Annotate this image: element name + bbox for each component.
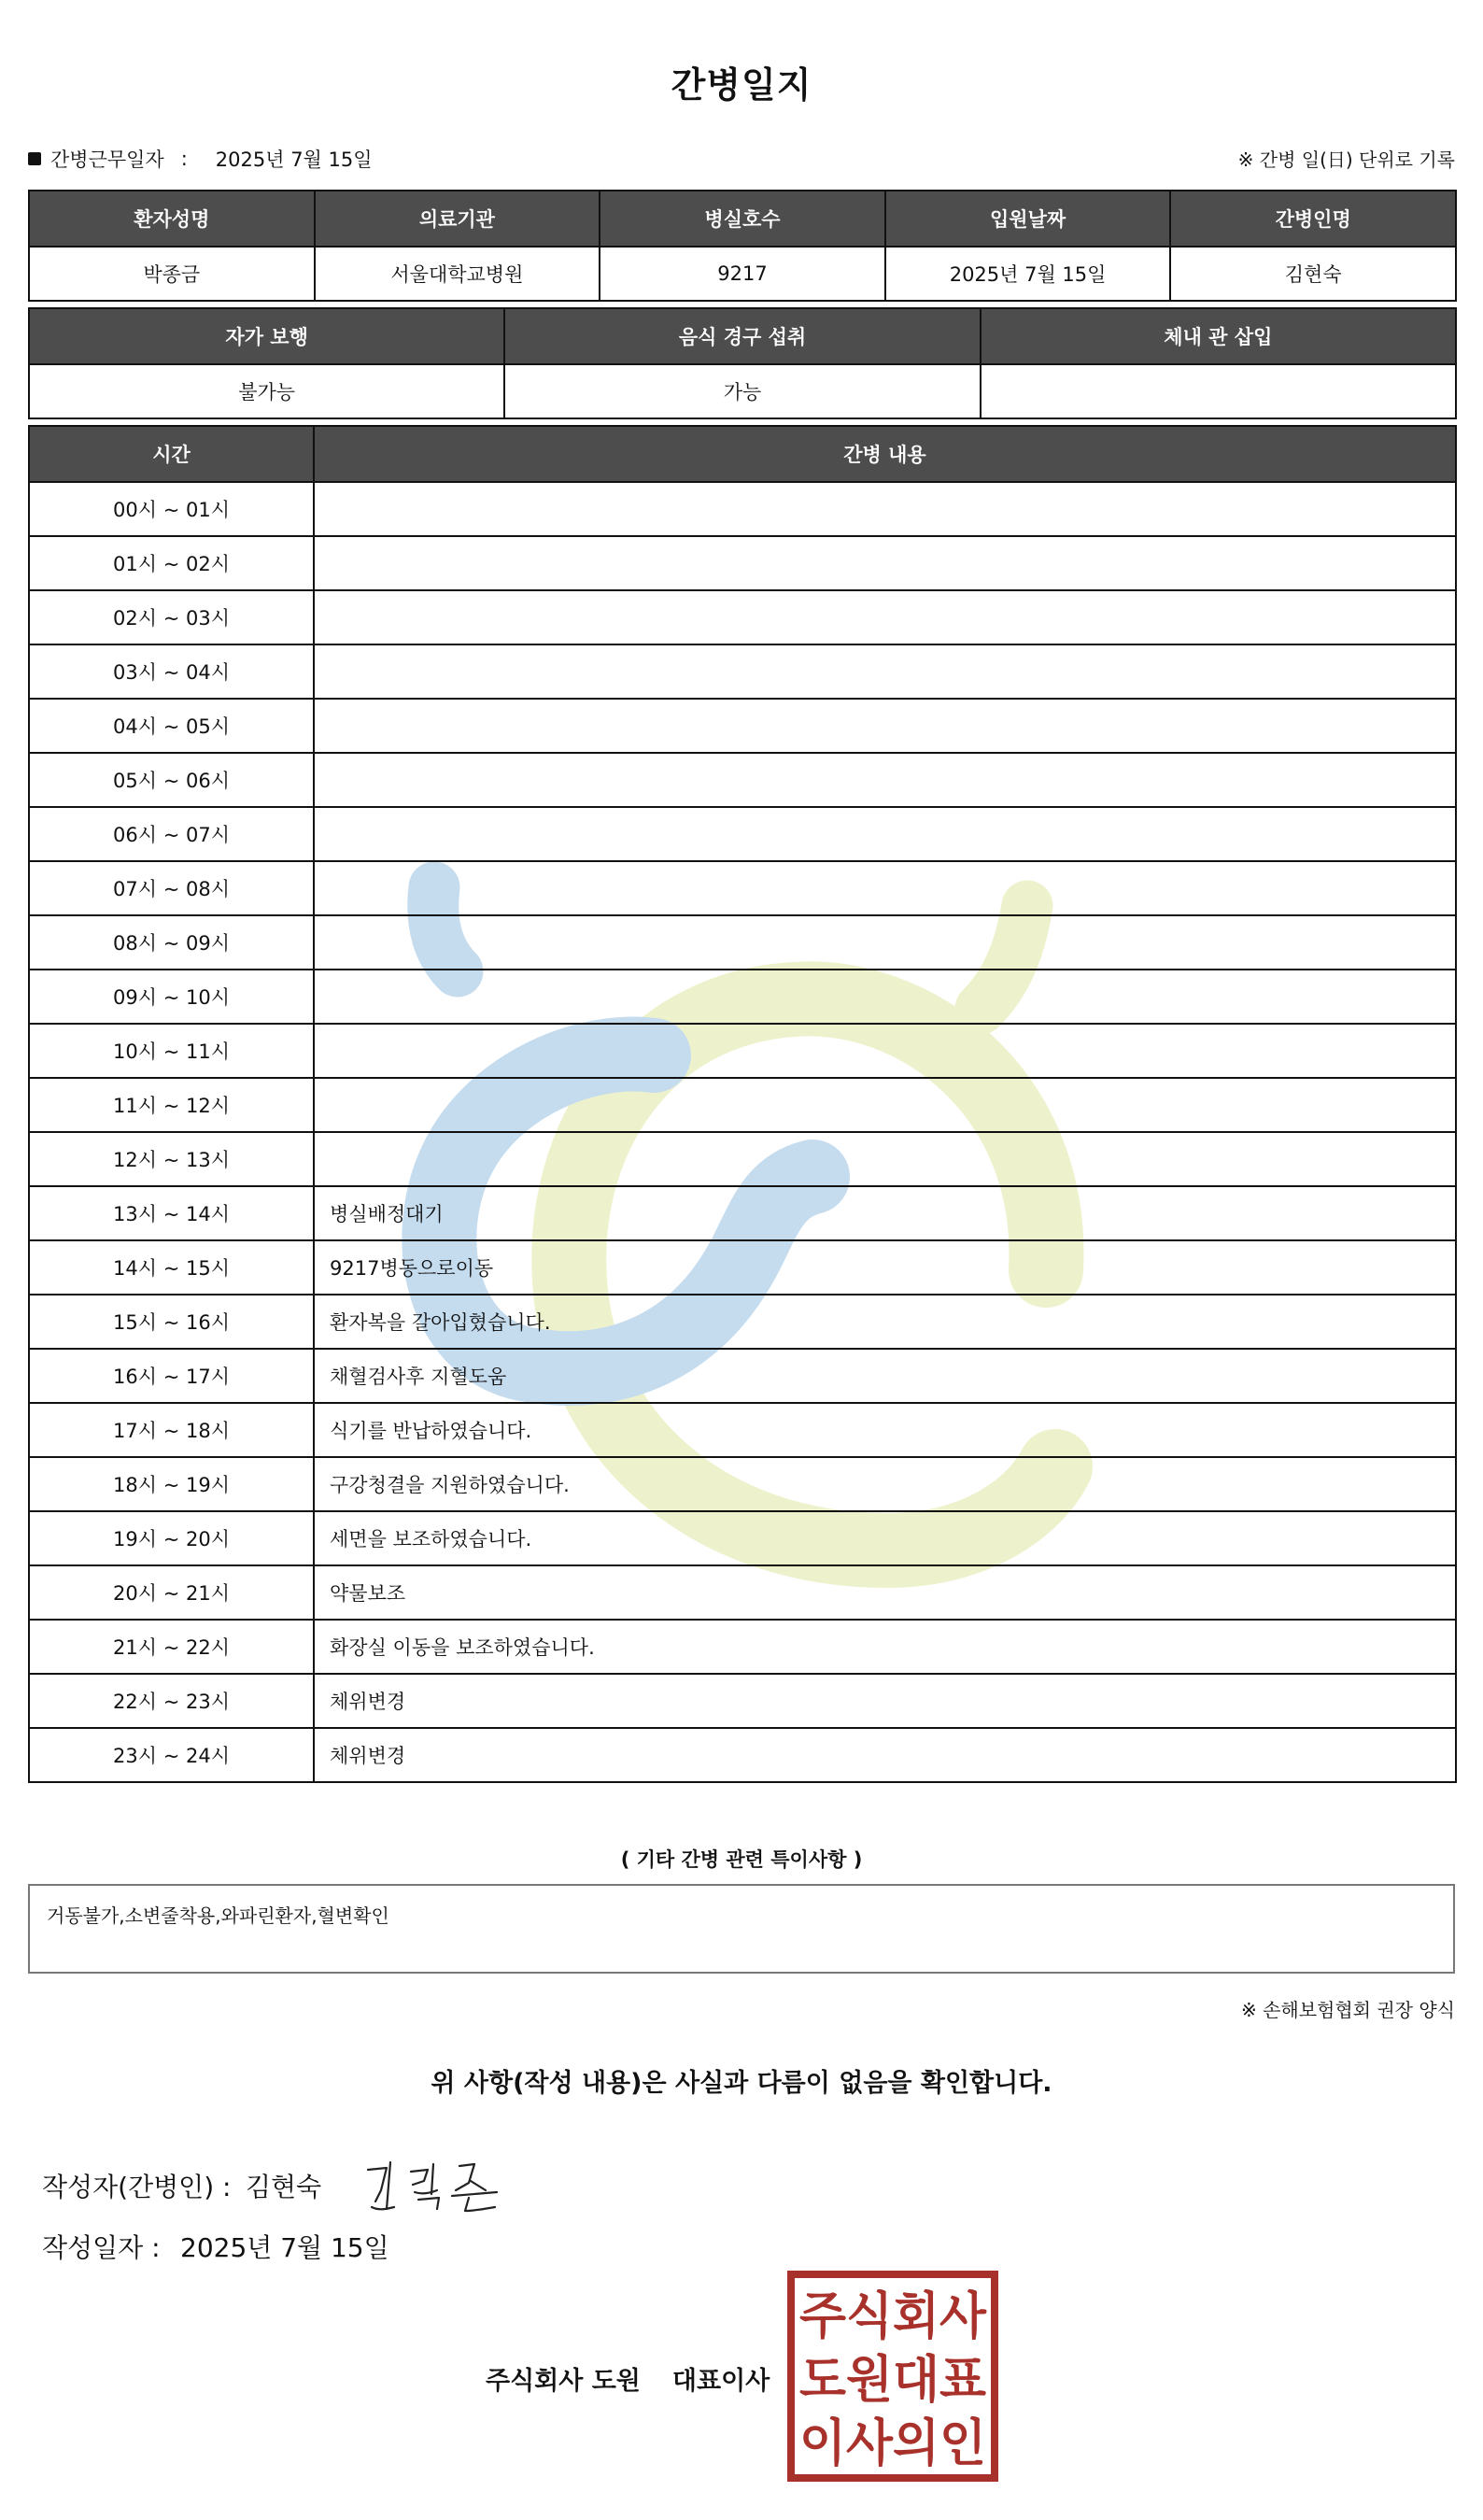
content-cell: 체위변경 — [314, 1728, 1456, 1782]
notes-title: ( 기타 간병 관련 특이사항 ) — [620, 1848, 863, 1871]
patient-name: 박종금 — [29, 247, 315, 301]
time-cell: 17시 ~ 18시 — [29, 1403, 314, 1457]
content-cell — [314, 1132, 1456, 1186]
time-cell: 07시 ~ 08시 — [29, 861, 314, 915]
written-date-row — [42, 2228, 389, 2265]
content-cell: 체위변경 — [314, 1674, 1456, 1728]
record-note: ※ 간병 일(日) 단위로 기록 — [1237, 149, 1455, 171]
work-date-label: 간병근무일자 — [50, 149, 164, 171]
time-cell: 02시 ~ 03시 — [29, 590, 314, 644]
table-row — [29, 699, 1456, 753]
content-cell — [314, 536, 1456, 590]
table-row — [29, 1511, 1456, 1565]
table-row — [29, 753, 1456, 807]
patient-status-value-row — [29, 364, 1456, 418]
time-cell: 12시 ~ 13시 — [29, 1132, 314, 1186]
patient-info-table — [28, 190, 1457, 302]
written-date-label: 작성일자 : — [42, 2232, 161, 2263]
time-cell: 01시 ~ 02시 — [29, 536, 314, 590]
patient-info-value-row — [29, 247, 1456, 301]
content-cell: 9217병동으로이동 — [314, 1240, 1456, 1295]
self-walking-value: 불가능 — [29, 364, 504, 418]
table-row — [29, 1186, 1456, 1240]
table-row — [29, 1024, 1456, 1078]
work-date-value: 2025년 7월 15일 — [215, 149, 373, 171]
content-cell — [314, 590, 1456, 644]
time-cell: 15시 ~ 16시 — [29, 1295, 314, 1349]
table-row — [29, 1674, 1456, 1728]
content-cell — [314, 970, 1456, 1024]
content-cell: 채혈검사후 지혈도움 — [314, 1349, 1456, 1403]
content-cell — [314, 861, 1456, 915]
table-row — [29, 644, 1456, 699]
time-cell: 22시 ~ 23시 — [29, 1674, 314, 1728]
time-cell: 20시 ~ 21시 — [29, 1565, 314, 1620]
time-cell: 06시 ~ 07시 — [29, 807, 314, 861]
room-number: 9217 — [600, 247, 885, 301]
time-cell: 19시 ~ 20시 — [29, 1511, 314, 1565]
table-row — [29, 1240, 1456, 1295]
page-title: 간병일지 — [671, 64, 812, 106]
time-cell: 03시 ~ 04시 — [29, 644, 314, 699]
time-cell: 23시 ~ 24시 — [29, 1728, 314, 1782]
content-cell: 세면을 보조하였습니다. — [314, 1511, 1456, 1565]
time-cell: 18시 ~ 19시 — [29, 1457, 314, 1511]
table-row — [29, 970, 1456, 1024]
content-cell — [314, 699, 1456, 753]
table-row — [29, 1620, 1456, 1674]
content-cell — [314, 753, 1456, 807]
work-date-separator: : — [180, 148, 188, 170]
header-self-walking: 자가 보행 — [29, 308, 504, 364]
handwritten-signature — [359, 2153, 517, 2218]
confirmation-statement: 위 사항(작성 내용)은 사실과 다름이 없음을 확인합니다. — [431, 2069, 1052, 2098]
time-cell: 04시 ~ 05시 — [29, 699, 314, 753]
table-row — [29, 915, 1456, 970]
table-row — [29, 1565, 1456, 1620]
header-tube-insertion: 체내 관 삽입 — [981, 308, 1456, 364]
representative-title: 대표이사 — [671, 2367, 770, 2396]
table-row — [29, 1078, 1456, 1132]
time-cell: 21시 ~ 22시 — [29, 1620, 314, 1674]
company-name: 주식회사 도원 — [486, 2367, 641, 2396]
time-cell: 05시 ~ 06시 — [29, 753, 314, 807]
content-cell: 화장실 이동을 보조하였습니다. — [314, 1620, 1456, 1674]
table-row — [29, 1349, 1456, 1403]
time-cell: 11시 ~ 12시 — [29, 1078, 314, 1132]
caregiver-name: 김현숙 — [1170, 247, 1456, 301]
content-cell — [314, 915, 1456, 970]
content-cell — [314, 1024, 1456, 1078]
header-oral-intake: 음식 경구 섭취 — [504, 308, 980, 364]
content-cell: 약물보조 — [314, 1565, 1456, 1620]
table-row — [29, 861, 1456, 915]
time-cell: 08시 ~ 09시 — [29, 915, 314, 970]
content-cell: 식기를 반납하였습니다. — [314, 1403, 1456, 1457]
care-log-header-row — [29, 426, 1456, 482]
author-row — [42, 2153, 517, 2218]
company-seal-stamp — [786, 2270, 999, 2483]
patient-status-header-row — [29, 308, 1456, 364]
table-row — [29, 1403, 1456, 1457]
header-caregiver-name: 간병인명 — [1170, 191, 1456, 247]
header-hospital: 의료기관 — [315, 191, 600, 247]
header-time: 시간 — [29, 426, 314, 482]
written-date-value: 2025년 7월 15일 — [180, 2232, 389, 2263]
table-row — [29, 1132, 1456, 1186]
header-patient-name: 환자성명 — [29, 191, 315, 247]
hospital-name: 서울대학교병원 — [315, 247, 600, 301]
table-row — [29, 807, 1456, 861]
time-cell: 16시 ~ 17시 — [29, 1349, 314, 1403]
header-care-content: 간병 내용 — [314, 426, 1456, 482]
bullet-square-icon — [28, 152, 41, 165]
time-cell: 09시 ~ 10시 — [29, 970, 314, 1024]
header-room-number: 병실호수 — [600, 191, 885, 247]
content-cell — [314, 1078, 1456, 1132]
table-row — [29, 482, 1456, 536]
notes-text: 거동불가,소변줄착용,와파린환자,혈변확인 — [47, 1904, 389, 1927]
content-cell — [314, 644, 1456, 699]
seal-line-3: 이사의인 — [799, 2414, 986, 2472]
time-cell: 10시 ~ 11시 — [29, 1024, 314, 1078]
header-admission-date: 입원날짜 — [885, 191, 1171, 247]
author-name: 김현숙 — [246, 2172, 322, 2202]
author-label: 작성자(간병인) : — [42, 2172, 232, 2202]
content-cell: 구강청결을 지원하였습니다. — [314, 1457, 1456, 1511]
time-cell: 00시 ~ 01시 — [29, 482, 314, 536]
tube-insertion-value — [981, 364, 1456, 418]
content-cell — [314, 482, 1456, 536]
form-note: ※ 손해보험협회 권장 양식 — [1240, 1999, 1455, 2021]
table-row — [29, 1295, 1456, 1349]
notes-box — [28, 1884, 1455, 1974]
oral-intake-value: 가능 — [504, 364, 980, 418]
table-row — [29, 1457, 1456, 1511]
seal-line-2: 도원대표 — [799, 2350, 986, 2409]
patient-info-header-row — [29, 191, 1456, 247]
work-date-group — [28, 145, 373, 173]
content-cell: 환자복을 갈아입혔습니다. — [314, 1295, 1456, 1349]
content-cell — [314, 807, 1456, 861]
table-row — [29, 1728, 1456, 1782]
table-row — [29, 590, 1456, 644]
time-cell: 14시 ~ 15시 — [29, 1240, 314, 1295]
patient-status-table — [28, 307, 1457, 419]
time-cell: 13시 ~ 14시 — [29, 1186, 314, 1240]
seal-line-1: 주식회사 — [799, 2286, 987, 2345]
meta-row — [28, 145, 1455, 175]
admission-date: 2025년 7월 15일 — [885, 247, 1171, 301]
care-log-table — [28, 425, 1457, 1783]
company-row — [486, 2360, 770, 2397]
table-row — [29, 536, 1456, 590]
content-cell: 병실배정대기 — [314, 1186, 1456, 1240]
